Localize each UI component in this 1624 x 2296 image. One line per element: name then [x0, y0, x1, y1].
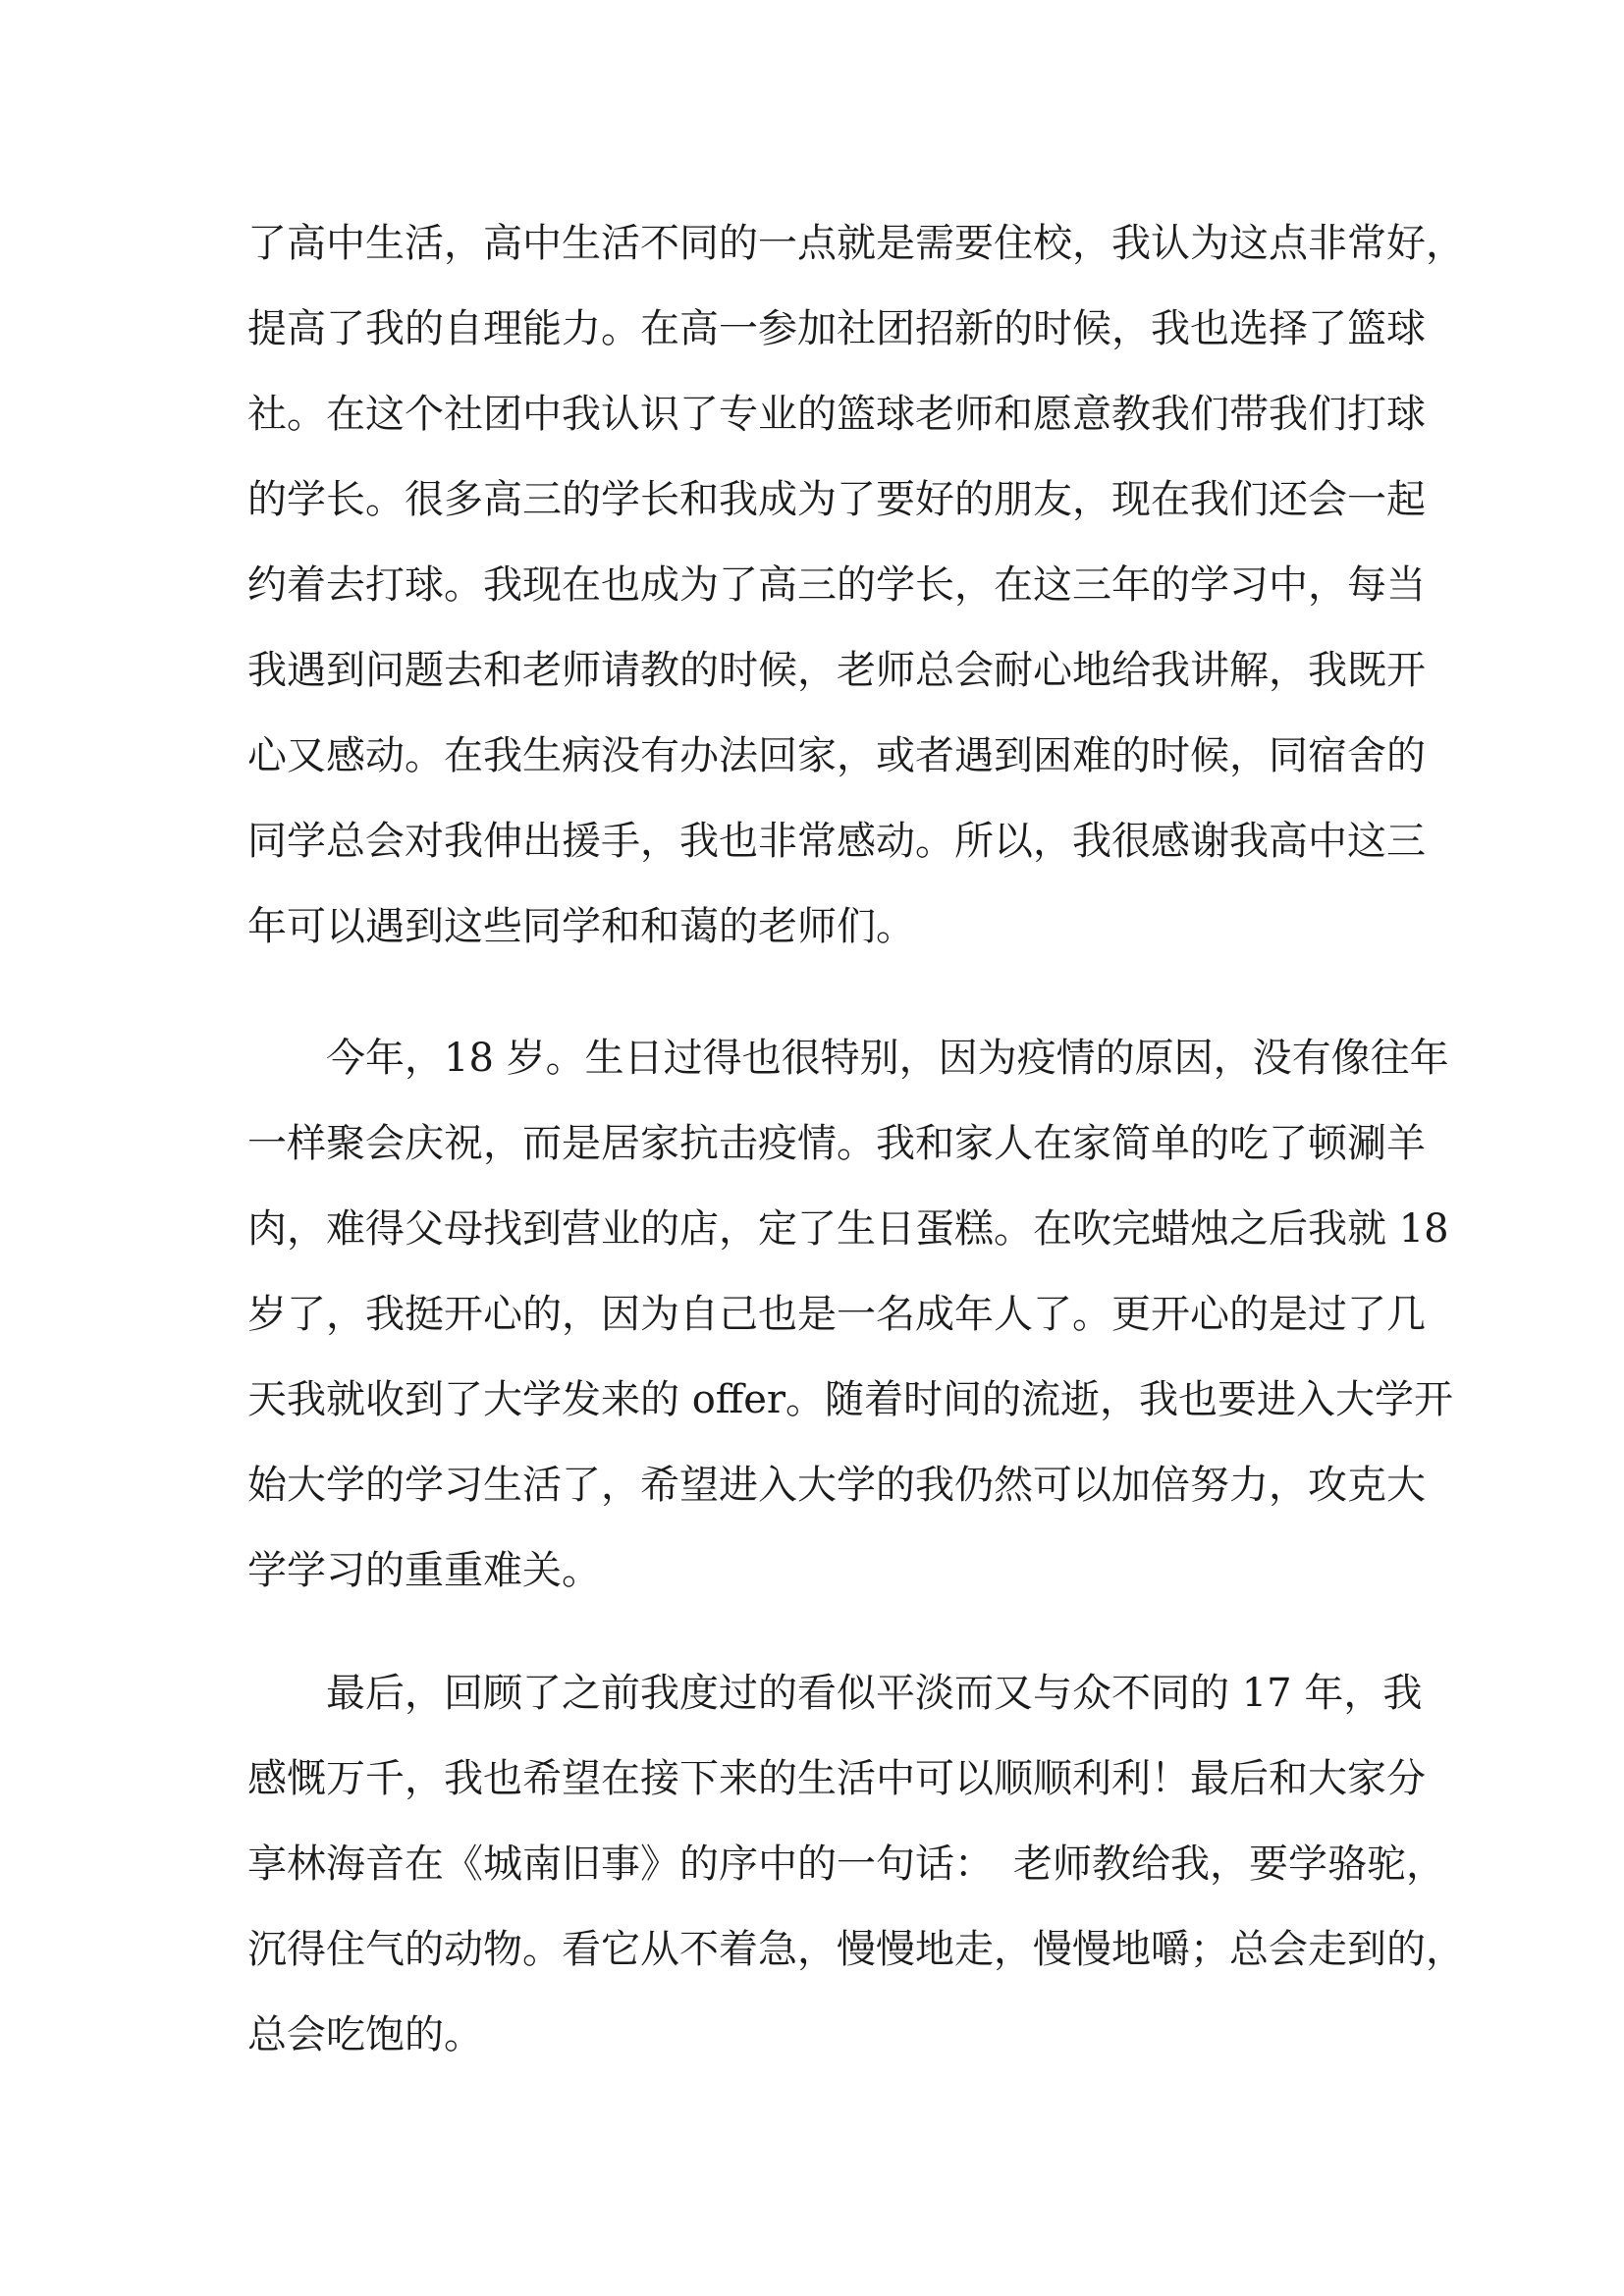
paragraph-line: 沉得住气的动物。看它从不着急，慢慢地走，慢慢地嚼；总会走到的， — [247, 1927, 1465, 1972]
paragraph-line: 了高中生活，高中生活不同的一点就是需要住校，我认为这点非常好， — [247, 221, 1465, 266]
paragraph-line: 的学长。很多高三的学长和我成为了要好的朋友，现在我们还会一起 — [247, 477, 1426, 522]
paragraph-line: 今年，18 岁。生日过得也很特别，因为疫情的原因，没有像往年 — [247, 1036, 1449, 1081]
paragraph-line: 感慨万千，我也希望在接下来的生活中可以顺顺利利！最后和大家分 — [247, 1756, 1426, 1801]
paragraph-line: 总会吃饱的。 — [247, 2012, 483, 2057]
paragraph-line: 同学总会对我伸出援手，我也非常感动。所以，我很感谢我高中这三 — [247, 819, 1426, 864]
paragraph-line: 我遇到问题去和老师请教的时候，老师总会耐心地给我讲解，我既开 — [247, 648, 1426, 693]
paragraph-line: 一样聚会庆祝，而是居家抗击疫情。我和家人在家简单的吃了顿涮羊 — [247, 1121, 1426, 1166]
paragraph-line: 心又感动。在我生病没有办法回家，或者遇到困难的时候，同宿舍的 — [247, 733, 1426, 778]
paragraph-line: 天我就收到了大学发来的 offer。随着时间的流逝，我也要进入大学开 — [247, 1377, 1454, 1422]
paragraph-eighteenth-birthday — [247, 1016, 1454, 1614]
paragraph-line: 始大学的学习生活了，希望进入大学的我仍然可以加倍努力，攻克大 — [247, 1463, 1426, 1508]
paragraph-line: 约着去打球。我现在也成为了高三的学长，在这三年的学习中，每当 — [247, 562, 1426, 608]
paragraph-line: 年可以遇到这些同学和和蔼的老师们。 — [247, 904, 915, 949]
paragraph-high-school — [247, 201, 1465, 970]
paragraph-line: 享林海音在《城南旧事》的序中的一句话： 老师教给我，要学骆驼， — [247, 1842, 1445, 1887]
paragraph-line: 最后，回顾了之前我度过的看似平淡而又与众不同的 17 年，我 — [247, 1671, 1423, 1716]
paragraph-line: 肉，难得父母找到营业的店，定了生日蛋糕。在吹完蜡烛之后我就 18 — [247, 1206, 1449, 1252]
paragraph-line: 学学习的重重难关。 — [247, 1548, 601, 1593]
paragraph-line: 社。在这个社团中我认识了专业的篮球老师和愿意教我们带我们打球 — [247, 392, 1426, 437]
paragraph-conclusion — [247, 1651, 1465, 2078]
paragraph-line: 提高了我的自理能力。在高一参加社团招新的时候，我也选择了篮球 — [247, 306, 1426, 351]
paragraph-line: 岁了，我挺开心的，因为自己也是一名成年人了。更开心的是过了几 — [247, 1292, 1426, 1337]
